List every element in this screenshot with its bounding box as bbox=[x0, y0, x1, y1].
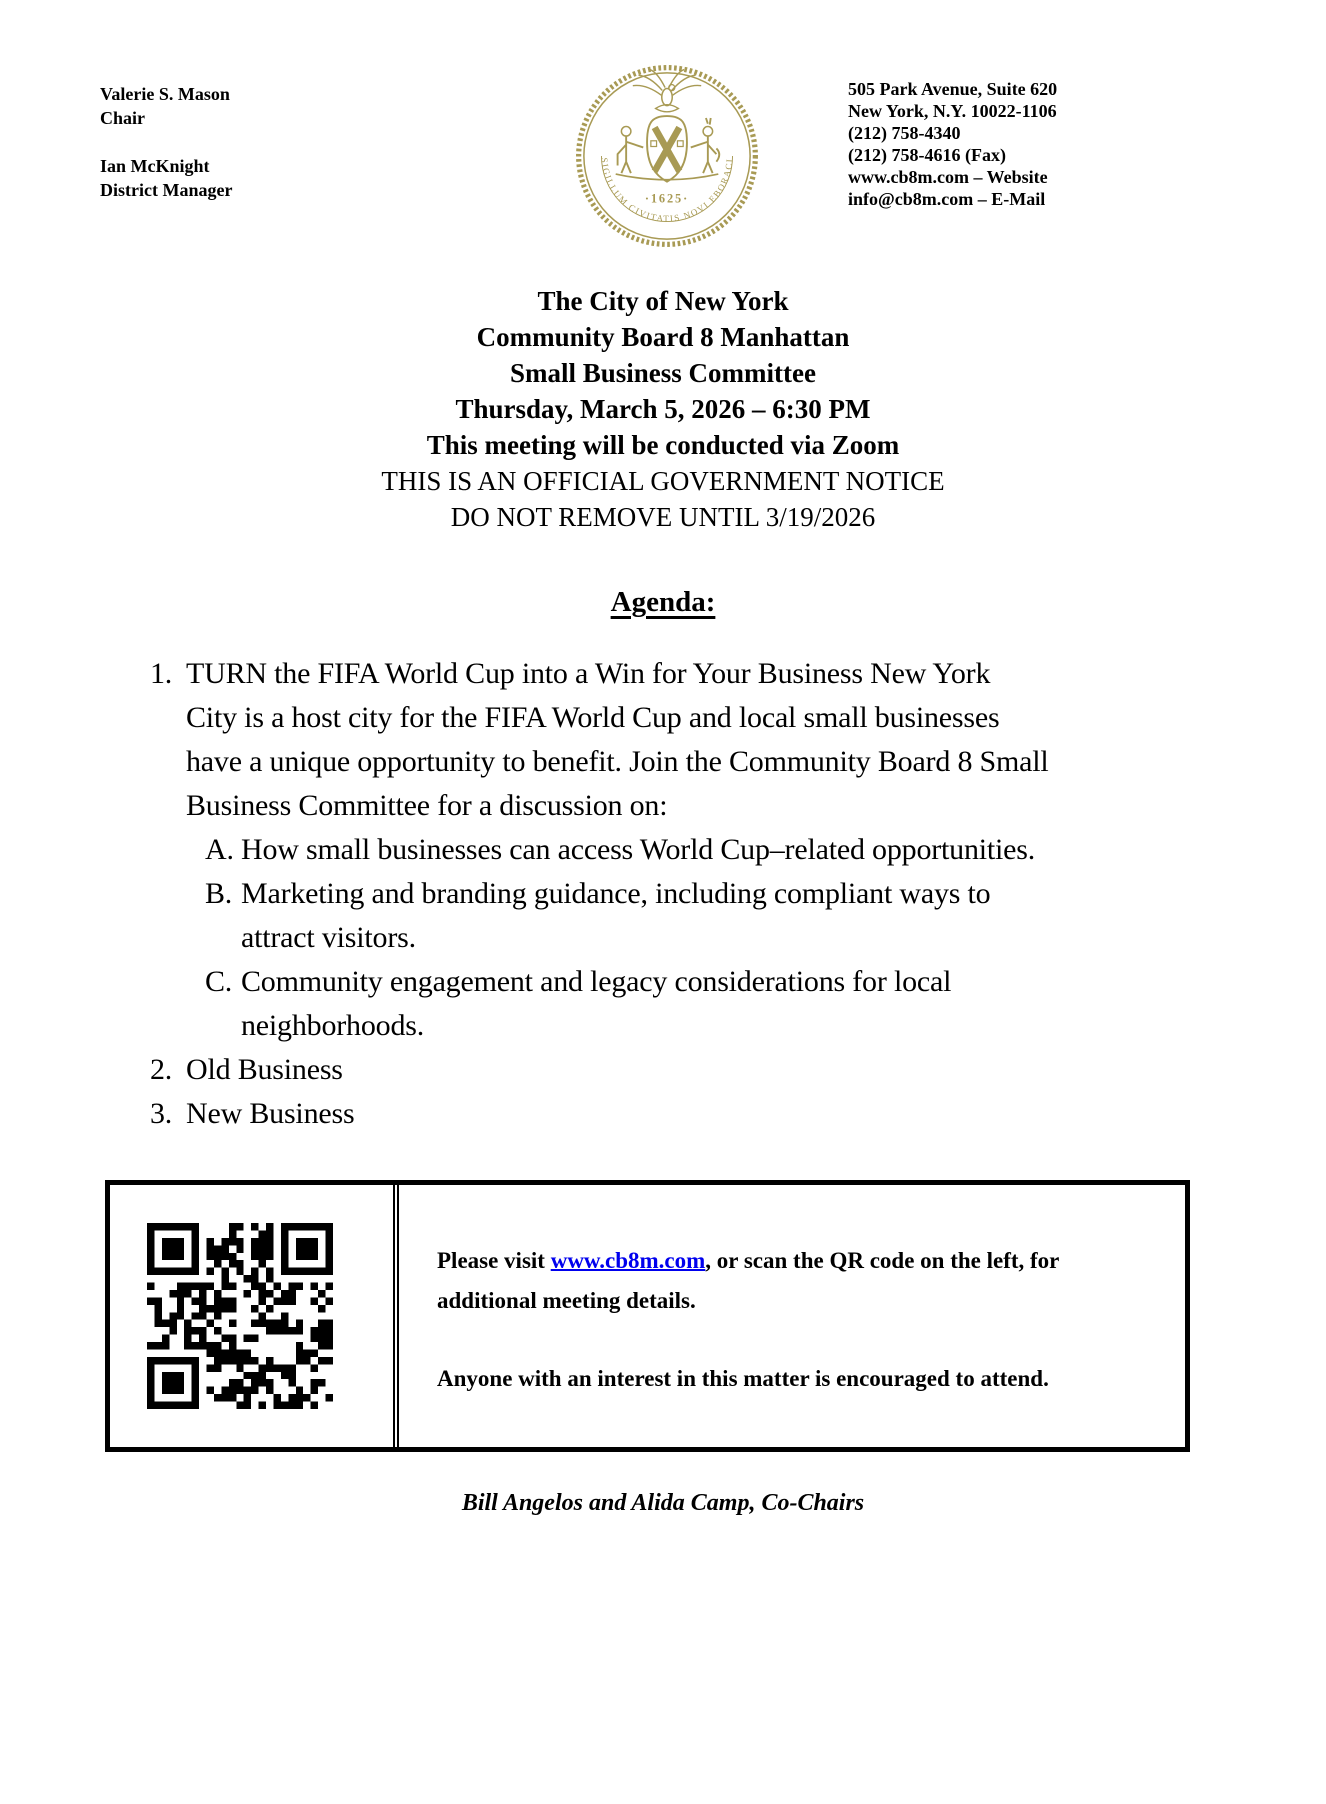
agenda-subitem-b bbox=[150, 872, 1240, 960]
agenda-item-1-line: Business Committee for a discussion on: bbox=[186, 789, 668, 822]
title-city: The City of New York bbox=[537, 286, 789, 316]
item-number: 2. bbox=[150, 1053, 173, 1086]
agenda-subitem-c-line: neighborhoods. bbox=[241, 1009, 425, 1042]
item-number: 3. bbox=[150, 1097, 173, 1130]
seal-year: ·1625· bbox=[644, 191, 690, 206]
cochairs-line: Bill Angelos and Alida Camp, Co-Chairs bbox=[461, 1490, 865, 1516]
agenda-item-1-line: have a unique opportunity to benefit. Join the Community Board 8 Small bbox=[186, 745, 1049, 778]
address-line-1: 505 Park Avenue, Suite 620 bbox=[848, 79, 1058, 99]
agenda-item-2-line: Old Business bbox=[186, 1053, 343, 1086]
subitem-letter: A. bbox=[205, 833, 234, 866]
svg-text:SIGILLUM CIVITATIS NOVI EBORAC bbox=[599, 157, 734, 223]
agenda-subitem-a bbox=[150, 828, 1240, 872]
title-committee: Small Business Committee bbox=[510, 358, 816, 388]
agenda-subitem-c bbox=[150, 960, 1240, 1048]
spacer bbox=[100, 130, 232, 154]
seal-legend: SIGILLUM CIVITATIS NOVI EBORACI bbox=[599, 157, 735, 224]
qr-box-paragraph-1: Please visit www.cb8m.com, or scan the QR code on the left, for additional meeting details. bbox=[437, 1248, 1059, 1313]
agenda-heading: Agenda: bbox=[610, 586, 716, 618]
agenda-item-1-line: TURN the FIFA World Cup into a Win for Your Business New York bbox=[186, 657, 991, 690]
fax-line: (212) 758-4616 (Fax) bbox=[848, 145, 1006, 165]
agenda-item-3-line: New Business bbox=[186, 1097, 355, 1130]
agenda-subitem-c-line: Community engagement and legacy considerations for local bbox=[241, 965, 952, 998]
officials-block bbox=[100, 82, 232, 202]
item-number: 1. bbox=[150, 657, 173, 690]
agenda-subitem-b-line: Marketing and branding guidance, including compliant ways to bbox=[241, 877, 991, 910]
subitem-letter: B. bbox=[205, 877, 233, 910]
chair-title: Chair bbox=[100, 108, 145, 128]
subitem-letter: C. bbox=[205, 965, 233, 998]
qr-code bbox=[110, 1185, 393, 1447]
qr-box-paragraph-2: Anyone with an interest in this matter is encouraged to attend. bbox=[437, 1366, 1049, 1391]
website-line: www.cb8m.com – Website bbox=[848, 167, 1048, 187]
agenda-item-1 bbox=[150, 652, 1240, 828]
phone-line: (212) 758-4340 bbox=[848, 123, 961, 143]
title-board: Community Board 8 Manhattan bbox=[476, 322, 850, 352]
title-block bbox=[0, 283, 1326, 535]
agenda-item-2 bbox=[150, 1048, 1240, 1092]
qr-box-text bbox=[393, 1185, 1185, 1447]
agenda-list bbox=[150, 652, 1240, 1136]
chair-name: Valerie S. Mason bbox=[100, 84, 230, 104]
do-not-remove-line: DO NOT REMOVE UNTIL 3/19/2026 bbox=[450, 502, 876, 532]
email-line: info@cb8m.com – E-Mail bbox=[848, 189, 1046, 209]
district-manager-title: District Manager bbox=[100, 180, 233, 200]
title-zoom-note: This meeting will be conducted via Zoom bbox=[426, 430, 900, 460]
agenda-subitem-a-line: How small businesses can access World Cup–related opportunities. bbox=[241, 833, 1036, 866]
cb8m-link[interactable]: www.cb8m.com bbox=[550, 1248, 706, 1273]
contact-block bbox=[848, 78, 1057, 210]
qr-notice-box bbox=[105, 1180, 1190, 1452]
title-datetime: Thursday, March 5, 2026 – 6:30 PM bbox=[455, 394, 871, 424]
agenda-item-1-line: City is a host city for the FIFA World Cup and local small businesses bbox=[186, 701, 1000, 734]
official-notice-line: THIS IS AN OFFICIAL GOVERNMENT NOTICE bbox=[381, 466, 945, 496]
agenda-item-3 bbox=[150, 1092, 1240, 1136]
nyc-seal-icon bbox=[572, 60, 762, 252]
district-manager-name: Ian McKnight bbox=[100, 156, 210, 176]
address-line-2: New York, N.Y. 10022-1106 bbox=[848, 101, 1057, 121]
agenda-subitem-b-line: attract visitors. bbox=[241, 921, 416, 954]
